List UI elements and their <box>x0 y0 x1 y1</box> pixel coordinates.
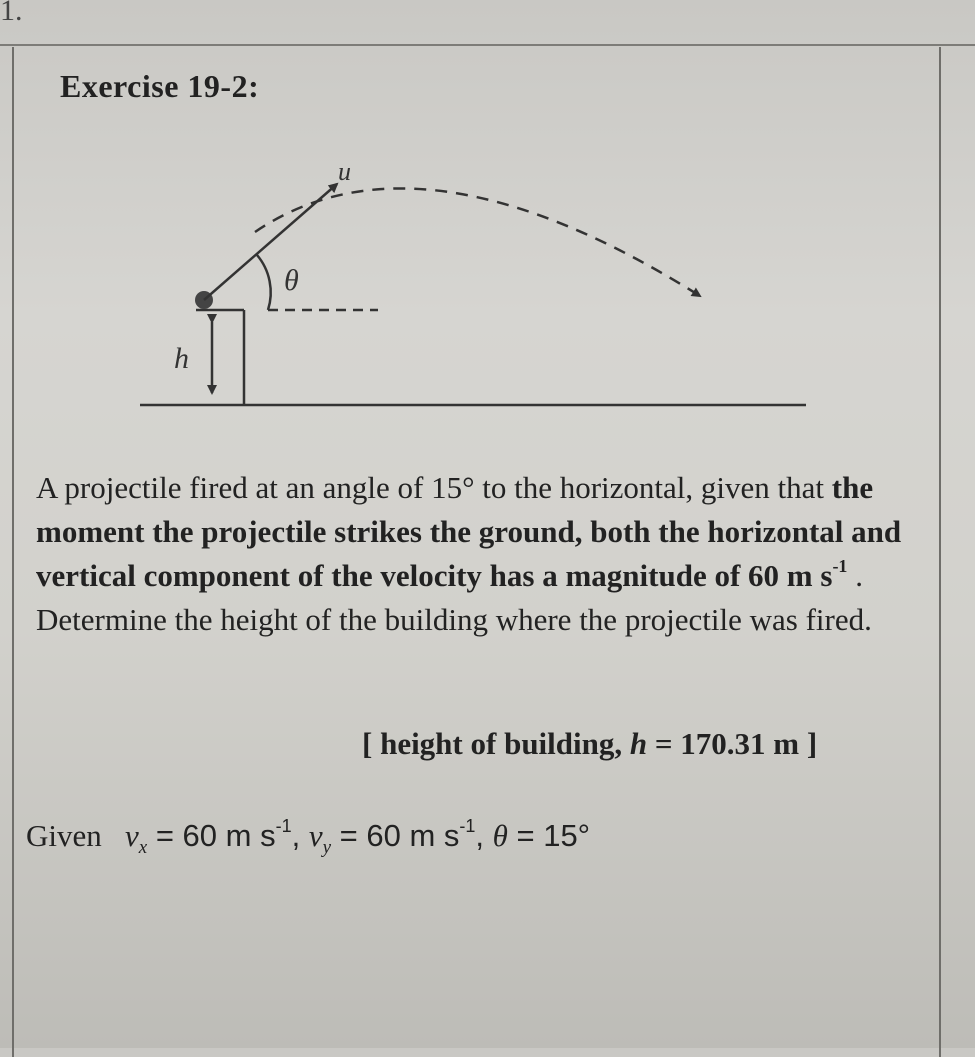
label-u: u <box>338 157 351 186</box>
problem-text-1: A projectile fired at an angle of <box>36 470 432 505</box>
given-label: Given <box>26 818 102 853</box>
label-theta: θ <box>284 264 299 297</box>
problem-text-2: to the horizontal, given that <box>474 470 832 505</box>
answer-prefix: [ height of building, <box>362 726 630 761</box>
exercise-title: Exercise 19-2: <box>60 68 260 104</box>
vy-exp: -1 <box>459 816 476 836</box>
projectile-diagram <box>0 0 975 460</box>
answer-value: = 170.31 m ] <box>647 726 818 761</box>
corner-mark: 1. <box>0 0 23 27</box>
vx-value: = 60 m s <box>147 818 276 853</box>
problem-bold: the moment the projectile strikes the ground, both the horizontal and vertical component of the velocity has a magnitude of 60 m s <box>36 470 902 593</box>
given-line <box>26 818 590 859</box>
vy-sub: y <box>322 837 332 859</box>
theta-var: θ <box>492 818 508 853</box>
theta-value: = 15° <box>507 818 591 853</box>
vy-var: v <box>308 818 323 853</box>
vx-sub: x <box>138 837 148 859</box>
problem-statement <box>36 466 941 642</box>
label-h: h <box>174 342 189 375</box>
separator-1: , <box>291 818 309 853</box>
vy-value: = 60 m s <box>331 818 460 853</box>
answer-var: h <box>629 726 648 761</box>
problem-text-3: . Determine the height of the building where the projectile was fired. <box>36 558 872 637</box>
problem-unit-exp: -1 <box>832 556 848 576</box>
problem-angle: 15° <box>431 470 475 505</box>
vx-var: v <box>125 818 139 853</box>
vx-exp: -1 <box>275 816 292 836</box>
separator-2: , <box>475 818 493 853</box>
answer-line <box>362 726 817 762</box>
trajectory-path <box>255 188 700 296</box>
given-values <box>125 816 591 859</box>
angle-arc <box>257 255 271 310</box>
